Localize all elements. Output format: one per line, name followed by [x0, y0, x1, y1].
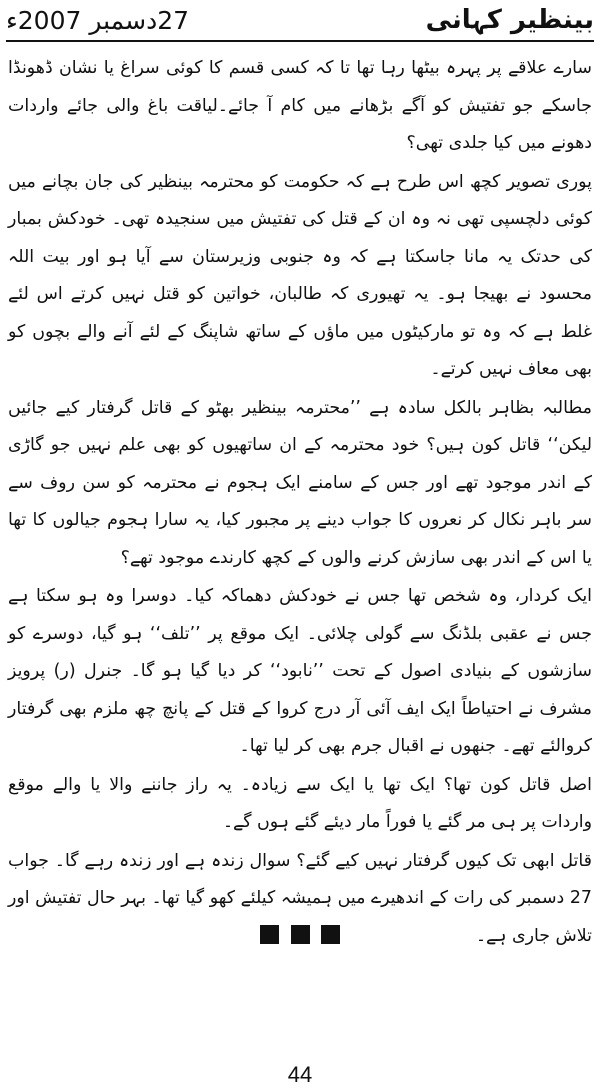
paragraph-5: اصل قاتل کون تھا؟ ایک تھا یا ایک سے زیادہ۔ یہ راز جاننے والا یا والے موقع واردات پر ہی مر گئے یا فوراً مار دیئے گئے ہوں گے۔ [8, 774, 592, 832]
page-number: 44 [287, 1062, 313, 1087]
page-body [8, 50, 592, 1032]
header-date: 27دسمبر 2007ء [6, 5, 190, 35]
paragraph-4: ایک کردار، وہ شخص تھا جس نے خودکش دھماکہ کیا۔ دوسرا وہ ہو سکتا ہے جس نے عقبی بلڈنگ سے گولی چلائی۔ ایک موقع پر ’’تلف‘‘ ہو گیا، دوسرے کو سازشوں کے بنیادی اصول کے تحت ’’نابود‘‘ کر دیا گیا ہو گا۔ جنرل (ر) پرویز مشرف نے احتیاطاً ایک ایف آئی آر درج کروا کے قتل کے پانچ چھ ملزم بھی گرفتار کروالئے تھے۔ جنھوں نے اقبال جرم بھی کر لیا تھا۔ [8, 586, 592, 756]
header-book-title: بینظیر کہانی [425, 5, 594, 35]
page-header [6, 0, 594, 42]
section-end-ornament [0, 925, 600, 948]
paragraph-2: پوری تصویر کچھ اس طرح ہے کہ حکومت کو محترمہ بینظیر کی جان بچانے میں کوئی دلچسپی تھی نہ وہ ان کے قتل کی تفتیش میں سنجیدہ تھی۔ خودکش بمبار کی حدتک یہ مانا جاسکتا ہے کہ وہ جنوبی وزیرستان سے آیا ہو اور بیت اللہ محسود نے بھیجا ہو۔ یہ تھیوری کہ طالبان، خواتین کو قتل نہیں کرتے اس لئے غلط ہے کہ وہ تو مارکیٹوں میں ماؤں کے ساتھ شاپنگ کے لئے آنے والے بچوں کو بھی معاف نہیں کرتے۔ [8, 171, 592, 379]
paragraph-3: مطالبہ بظاہر بالکل سادہ ہے ’’محترمہ بینظیر بھٹو کے قاتل گرفتار کیے جائیں لیکن‘‘ قاتل کون ہیں؟ خود محترمہ کے ان ساتھیوں کو بھی علم نہیں جو گاڑی کے اندر موجود تھے اور جس کے سامنے ایک ہجوم نے محترمہ کو سن روف سے سر باہر نکال کر نعروں کا جواب دینے پر مجبور کیا، یہ سارا ہجوم جیالوں کا تھا یا اس کے اندر بھی سازش کرنے والوں کے کچھ کارندے موجود تھے؟ [8, 397, 592, 568]
paragraph-6: قاتل ابھی تک کیوں گرفتار نہیں کیے گئے؟ سوال زندہ ہے اور زندہ رہے گا۔ جواب 27 دسمبر کی رات کے اندھیرے میں ہمیشہ کیلئے کھو گیا تھا۔ بہر حال تفتیش اور تلاش جاری ہے۔ [8, 850, 592, 946]
paragraph-1: سارے علاقے پر پہرہ بیٹھا رہا تھا تا کہ کسی قسم کا کوئی سراغ یا نشان ڈھونڈا جاسکے جو تفتیش کو آگے بڑھانے میں کام آ جائے۔لیاقت باغ والی جائے واردات دھونے میں کیا جلدی تھی؟ [8, 58, 592, 153]
ornament-square-3 [321, 925, 340, 944]
ornament-square-1 [260, 925, 279, 944]
ornament-square-2 [291, 925, 310, 944]
